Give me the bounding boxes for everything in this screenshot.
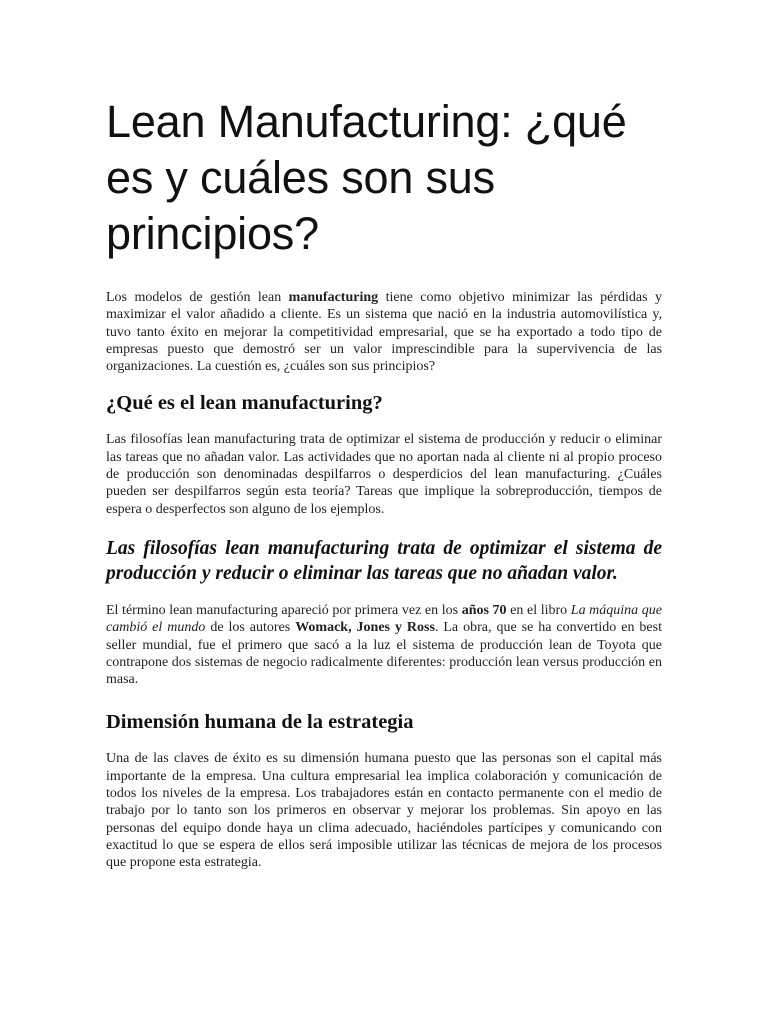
history-text-4: . La obra, que se ha convertido en best seller mundial, fue el primero que sacó a la luz el sistema de producción lean de Toyota que contrapone dos sistemas de negocio radicalmente diferentes: producción lean versus producción en masa. [106, 620, 662, 688]
history-bold-decade: años 70 [461, 602, 507, 618]
intro-text-end: tiene como objetivo minimizar las pérdidas y maximizar el valor añadido a cliente. Es un sistema que nació en la industria automovilística y, tuvo tanto éxito en mejorar la competitividad empresarial, que se ha exportado a todo tipo de empresas puesto que demostró ser un valor imprescindible para la supervivencia de las organizaciones. La cuestión es, ¿cuáles son sus principios? [106, 290, 662, 375]
history-bold-authors: Womack, Jones y Ross [295, 620, 435, 636]
pull-quote: Las filosofías lean manufacturing trata de optimizar el sistema de producción y reducir o eliminar las tareas que no añadan valor. [106, 537, 662, 584]
section-heading-human-dimension: Dimensión humana de la estrategia [106, 711, 414, 734]
history-paragraph [106, 602, 662, 688]
history-text-2: en el libro [506, 602, 571, 618]
page-title: Lean Manufacturing: ¿qué es y cuáles son sus principios? [106, 96, 627, 259]
section-heading-what-is: ¿Qué es el lean manufacturing? [106, 392, 383, 415]
section-paragraph-human-dimension: Una de las claves de éxito es su dimensión humana puesto que las personas son el capital más importante de la empresa. Una cultura empresarial lea implica colaboración y comunicación de todos los niveles de la empresa. Los trabajadores están en contacto permanente con el medio de trabajo por lo tanto son los primeros en observar y mejorar los problemas. Sin apoyo en las personas del equipo donde haya un clima adecuado, haciéndoles partícipes y comunicando con exactitud lo que se espera de ellos será imposible utilizar las técnicas de mejora de los procesos que propone esta estrategia. [106, 751, 662, 871]
intro-bold-term: manufacturing [288, 290, 379, 305]
history-text-3: de los autores [205, 620, 296, 636]
history-text-1: El término lean manufacturing apareció por primera vez en los [106, 602, 462, 618]
section-paragraph-what-is: Las filosofías lean manufacturing trata de optimizar el sistema de producción y reducir o eliminar las tareas que no añadan valor. Las actividades que no aportan nada al cliente ni al propio proceso de producción son denominadas despilfarros o desperdicios del lean manufacturing. ¿Cuáles pueden ser despilfarros según esta teoría? Tareas que implique la sobreproducción, tiempos de espera o desperfectos son alguno de los ejemplos. [106, 432, 662, 517]
history-book-title: La máquina que cambió el mundo [106, 602, 663, 636]
intro-text-start: Los modelos de gestión lean [106, 290, 289, 305]
intro-paragraph [106, 289, 662, 375]
